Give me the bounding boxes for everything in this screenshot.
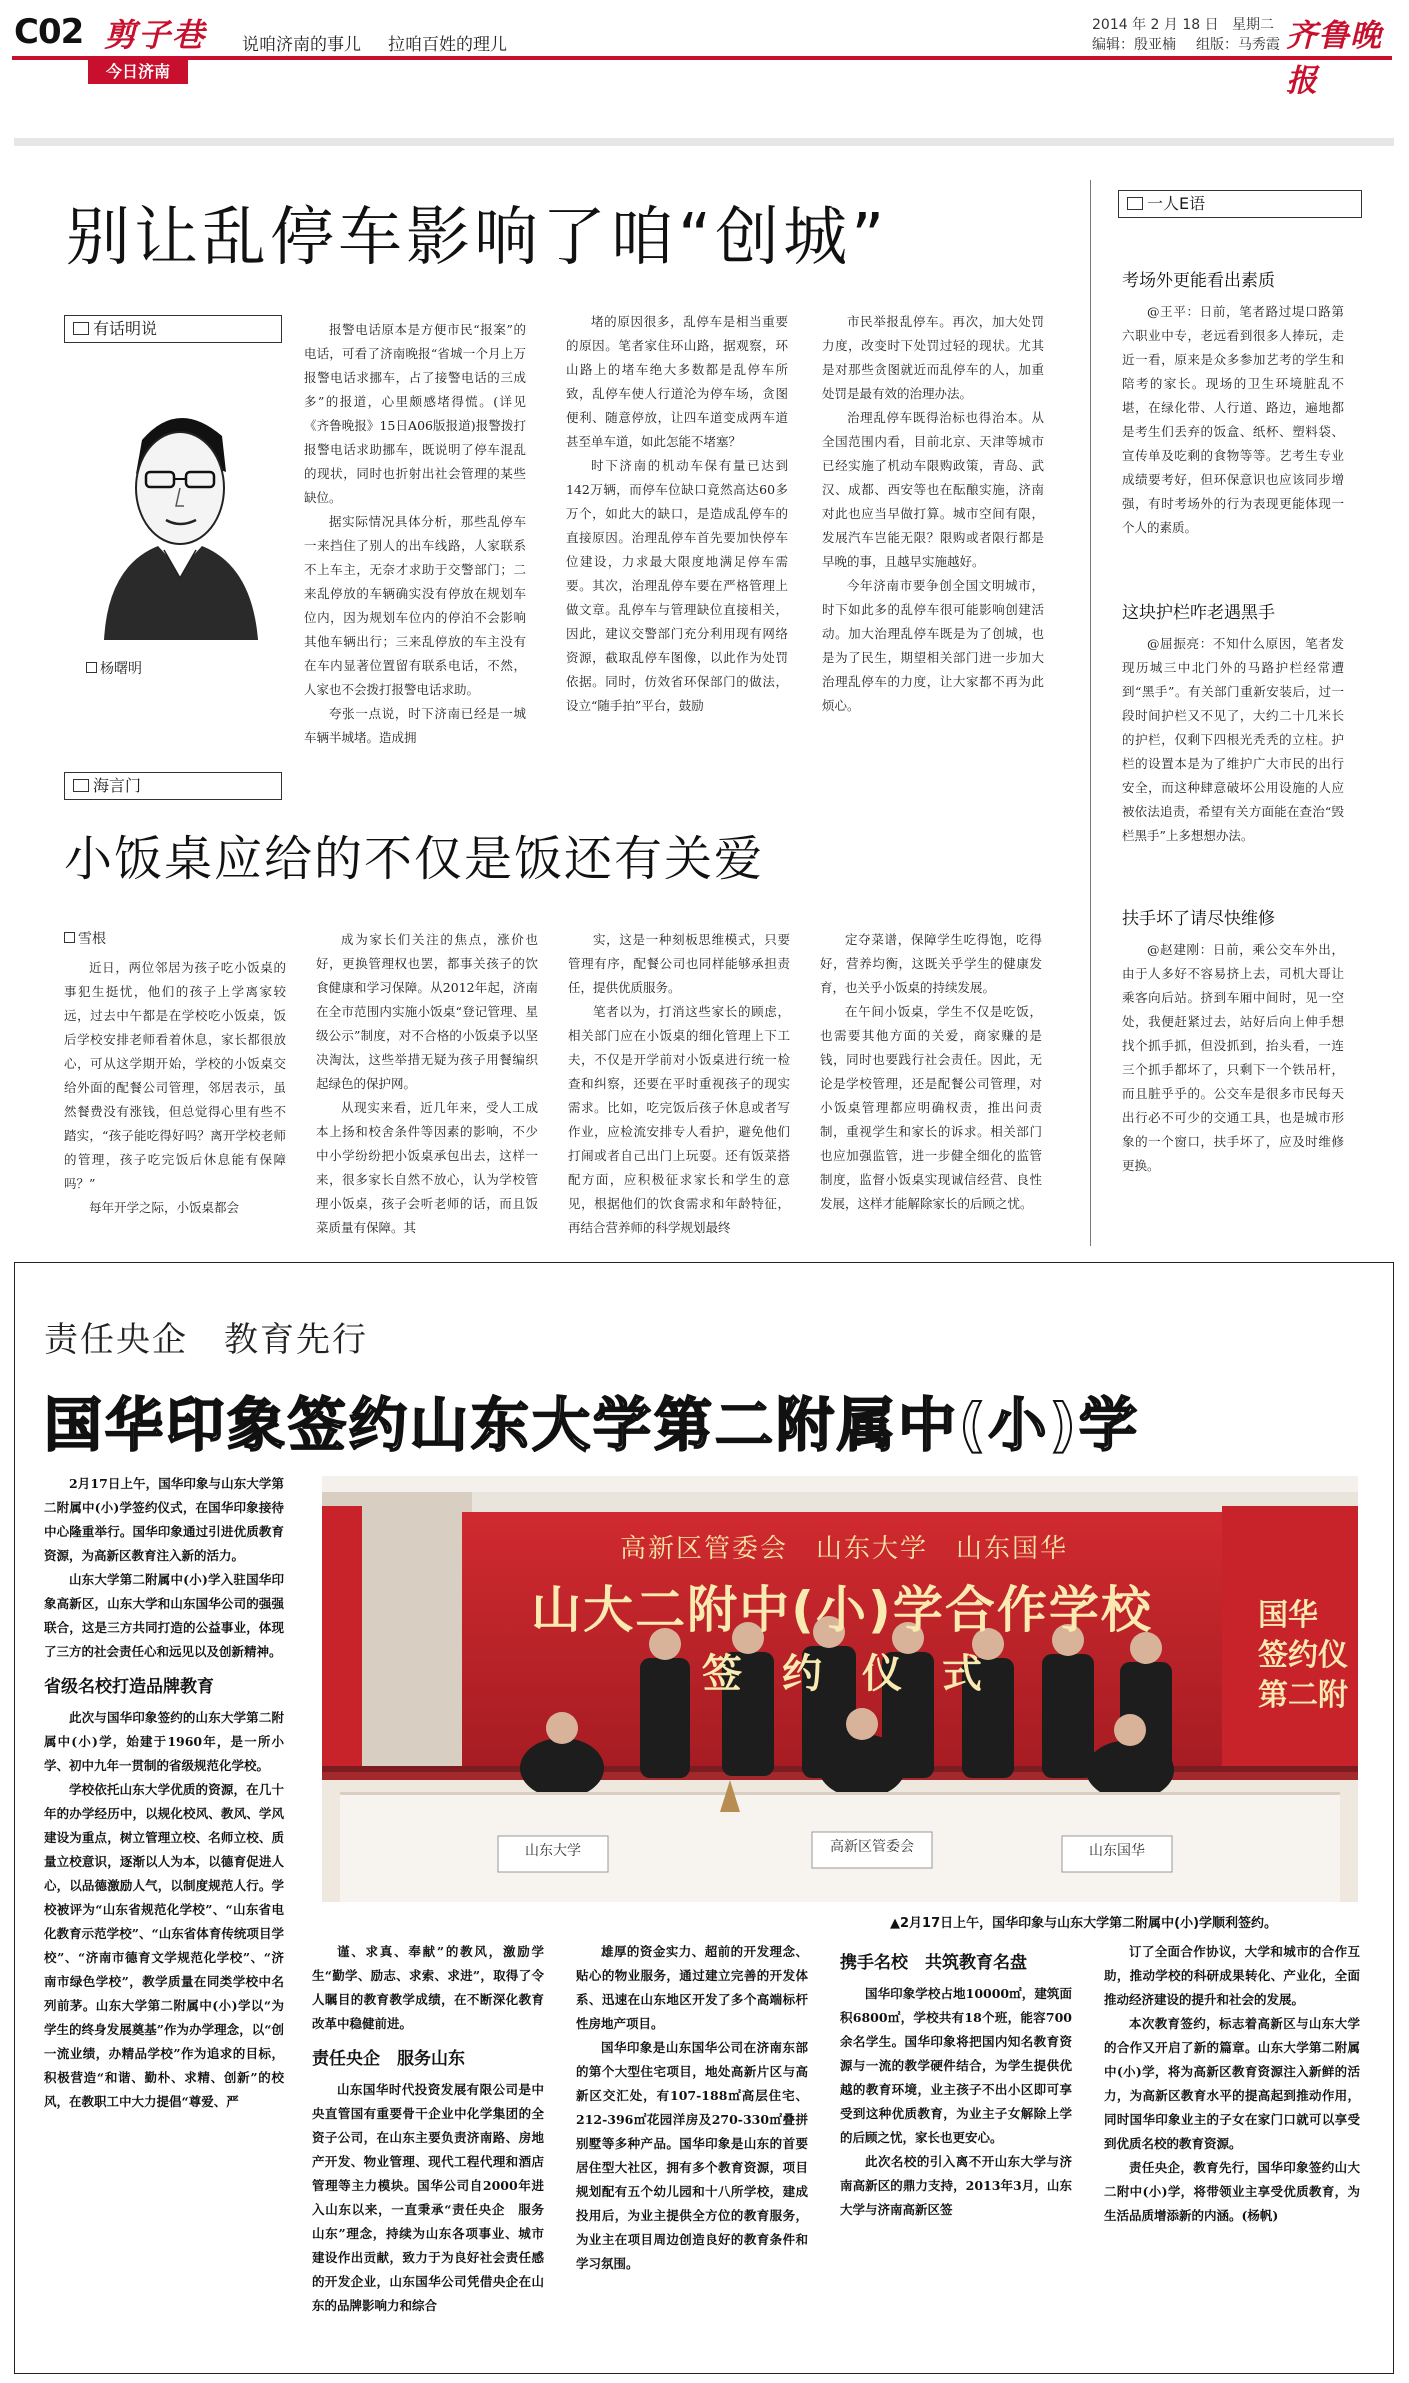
article3-kicker: 责任央企 教育先行 bbox=[44, 1320, 368, 1360]
paragraph: 每年开学之际，小饭桌都会 bbox=[89, 1200, 240, 1215]
sidebar-column-tag bbox=[1118, 190, 1362, 218]
subheading: 责任央企 服务山东 bbox=[312, 2049, 465, 2069]
paragraph: 成为家长们关注的焦点，涨价也好，更换管理权也罢，都事关孩子的饮食健康和学习保障。从2012年起，济南在全市范围内实施小饭桌“登记管理、星级公示”制度，对不合格的小饭桌予以坚决淘汰，这些举措无疑为孩子用餐编织起绿色的保护网。 bbox=[316, 932, 538, 1091]
photo-banner-big: 山大二附中(小)学合作学校 bbox=[531, 1581, 1153, 1639]
paragraph: 定夺菜谱，保障学生吃得饱，吃得好，营养均衡，这既关乎学生的健康发育，也关乎小饭桌的持续发展。 bbox=[820, 932, 1042, 995]
author-portrait-drawing bbox=[80, 370, 276, 640]
article3-lead-column bbox=[44, 1472, 284, 2352]
paragraph: 山东国华时代投资发展有限公司是中央直管国有重要骨干企业中化学集团的全资子公司，在山东主要负责济南路、房地产开发、物业管理、现代工程代理和酒店管理等主力模块。国华公司自2000年进入山东以来，一直秉承“责任央企 服务山东”理念，持续为山东各项事业、城市建设作出贡献，致力于为良好社会责任感的开发企业，山东国华公司凭借央企在山东的品牌影响力和综合 bbox=[312, 2082, 544, 2313]
paragraph: 据实际情况具体分析，那些乱停车一来挡住了别人的出车线路，人家联系不上车主，无奈才求助于交警部门；二来乱停放的车辆确实没有停放在规划车位内，因为规划车位内的停泊不会影响其他车辆出行；三来乱停放的车主没有在车内显著位置留有联系电话，不然，人家也不会拨打报警电话求助。 bbox=[304, 514, 526, 697]
column-tag-icon bbox=[73, 779, 89, 792]
sidebar-item-title: 扶手坏了请尽快维修 bbox=[1122, 909, 1275, 929]
author-box-icon bbox=[86, 662, 97, 673]
article1-column-1 bbox=[304, 318, 526, 758]
paragraph: @赵建刚：日前，乘公交车外出，由于人多好不容易挤上去，司机大哥让乘客向后站。挤到车厢中间时，见一空处，我便赶紧过去，站好后向上伸手想找个抓手抓，但没抓到，抬头看，一连三个抓手都坏了，只剩下一个铁吊杆，而且脏乎乎的。公交车是很多市民每天出行必不可少的交通工具，也是城市形象的一个窗口，扶手坏了，应及时维修更换。 bbox=[1122, 942, 1344, 1173]
masthead-slogan-1: 说咱济南的事儿 bbox=[242, 35, 361, 55]
paragraph: 治理乱停车既得治标也得治本。从全国范围内看，目前北京、天津等城市已经实施了机动车限购政策，青岛、武汉、成都、西安等也在酝酿实施，济南对此也应当早做打算。城市空间有限，发展汽车岂能无限？限购或者限行都是早晚的事，且越早实施越好。 bbox=[822, 410, 1044, 569]
paragraph: 近日，两位邻居为孩子吃小饭桌的事犯生挺忧，他们的孩子上学离家较远，过去中午都是在学校吃小饭桌，饭后学校安排老师看着休息，家长都很放心，可从这学期开始，学校的小饭桌交给外面的配餐公司管理，邻居表示，虽然餐费没有涨钱，但总觉得心里有些不踏实，“孩子能吃得好吗？离开学校老师的管理，孩子吃完饭后休息能有保障吗？” bbox=[64, 960, 286, 1191]
photo-banner-small: 高新区管委会 山东大学 山东国华 bbox=[619, 1534, 1068, 1564]
article2-headline: 小饭桌应给的不仅是饭还有关爱 bbox=[64, 831, 765, 887]
sub-section-label: 今日济南 bbox=[88, 60, 188, 84]
paragraph: 在午间小饭桌，学生不仅是吃饭，也需要其他方面的关爱，商家赚的是钱，同时也要践行社会责任。因此，无论是学校管理，还是配餐公司管理，对小饭桌管理都应明确权责，推出问责制，重视学生和家长的诉求。相关部门也应加强监管，进一步健全细化的监管制度，监督小饭桌实现诚信经营、良性发展，这样才能解除家长的后顾之忧。 bbox=[820, 1004, 1042, 1211]
paragraph: 责任央企，教育先行，国华印象签约山大二附中(小)学，将带领业主享受优质教育，为生活品质增添新的内涵。(杨帆) bbox=[1104, 2160, 1360, 2223]
sidebar-item-body bbox=[1122, 300, 1344, 590]
article2-author bbox=[64, 928, 106, 948]
article1-column-2 bbox=[566, 310, 788, 758]
paragraph: 国华印象学校占地10000㎡，建筑面积6800㎡，学校共有18个班，能容700余名学生。国华印象将把国内知名教育资源与一流的教学硬件结合，为学生提供优越的教育环境，业主孩子不出小区即可享受到这种优质教育，为业主子女解除上学的后顾之忧，家长也更安心。 bbox=[840, 1986, 1072, 2145]
page-number: C02 bbox=[14, 12, 84, 52]
paragraph: 从现实来看，近几年来，受人工成本上扬和校舍条件等因素的影响，不少中小学纷纷把小饭桌承包出去，这样一来，很多家长自然不放心，认为学校管理小饭桌，孩子会听老师的话，而且饭菜质量有保障。其 bbox=[316, 1100, 538, 1235]
article1-column-tag bbox=[64, 315, 282, 343]
masthead bbox=[0, 0, 1409, 99]
layout-line: 组版：马秀霞 bbox=[1196, 37, 1280, 53]
photo-banner-sign: 签 约 仪 式 bbox=[702, 1651, 982, 1697]
article3-column-2 bbox=[312, 1940, 544, 2354]
paragraph: @王平：日前，笔者路过堤口路第六职业中专，老远看到很多人捧玩，走近一看，原来是众多参加艺考的学生和陪考的家长。现场的卫生环境脏乱不堪，在绿化带、人行道、路边，遍地都是考生们丢弃的饭盒、纸杯、塑料袋、宣传单及吃剩的食物等等。艺考生专业成绩要考好，但环保意识也应该同步增强，有时考场外的行为表现更能体现一个人的素质。 bbox=[1122, 304, 1344, 535]
paragraph: 此次名校的引入离不开山东大学与济南高新区的鼎力支持，2013年3月，山东大学与济南高新区签 bbox=[840, 2154, 1072, 2217]
article1-column-3 bbox=[822, 310, 1044, 758]
photo-caption: ▲2月17日上午，国华印象与山东大学第二附属中(小)学顺利签约。 bbox=[890, 1916, 1278, 1931]
subheading: 省级名校打造品牌教育 bbox=[44, 1677, 214, 1697]
column-tag-label: 有话明说 bbox=[93, 319, 158, 338]
article2-column-3 bbox=[568, 928, 790, 1246]
paragraph: 国华印象是山东国华公司在济南东部的第个大型住宅项目，地处高新片区与高新区交汇处，有107-188㎡高层住宅、212-396㎡花园洋房及270-330㎡叠拼别墅等多种产品。国华印象是山东的首要居住型大社区，拥有多个教育资源，项目规划配有五个幼儿园和十八所学校，建成投用后，为业主提供全方位的教育服务，为业主在项目周边创造良好的教育条件和学习氛围。 bbox=[576, 2040, 808, 2271]
author-box-icon bbox=[64, 932, 75, 943]
paragraph: 谨、求真、奉献”的教风，激励学生“勤学、励志、求索、求进”，取得了令人瞩目的教育教学成绩，在不断深化教育改革中稳健前进。 bbox=[312, 1944, 544, 2031]
lead-paragraph: 2月17日上午，国华印象与山东大学第二附属中(小)学签约仪式，在国华印象接待中心隆重举行。国华印象通过引进优质教育资源，为高新区教育注入新的活力。 bbox=[44, 1476, 284, 1563]
sidebar-item-body bbox=[1122, 938, 1344, 1246]
article3-column-5 bbox=[1104, 1940, 1360, 2354]
nameplate: 高新区管委会 bbox=[830, 1839, 914, 1855]
article2-column-tag bbox=[64, 772, 282, 800]
newspaper-logo: 齐鲁晚报 bbox=[1286, 18, 1382, 99]
issue-weekday: 星期二 bbox=[1232, 17, 1274, 33]
column-tag-label: 海言门 bbox=[93, 776, 142, 795]
article3-headline: 国华印象签约山东大学第二附属中(小)学 bbox=[44, 1391, 1141, 1459]
paragraph: @屈振亮：不知什么原因，笔者发现历城三中北门外的马路护栏经常遭到“黑手”。有关部门重新安装后，过一段时间护栏又不见了，大约二十几米长的护栏，仅剩下四根光秃秃的立柱。护栏的设置本是为了维护广大市民的出行安全，而这种肆意破坏公用设施的人应被依法追责，希望有关方面能在查治“毁栏黑手”上多想想办法。 bbox=[1122, 636, 1344, 843]
article1-headline: 别让乱停车影响了咱“创城” bbox=[66, 201, 889, 275]
author-portrait bbox=[80, 370, 276, 640]
subheading: 携手名校 共筑教育名盘 bbox=[840, 1953, 1027, 1973]
paragraph: 订了全面合作协议，大学和城市的合作互助，推动学校的科研成果转化、产业化，全面推动经济建设的提升和社会的发展。 bbox=[1104, 1944, 1360, 2007]
paragraph: 今年济南市要争创全国文明城市，时下如此多的乱停车很可能影响创建活动。加大治理乱停车既是为了创城，也是为了民生，期望相关部门进一步加大治理乱停车的力度，让大家都不再为此烦心。 bbox=[822, 578, 1044, 713]
paragraph: 雄厚的资金实力、超前的开发理念、贴心的物业服务，通过建立完善的开发体系、迅速在山东地区开发了多个高端标杆性房地产项目。 bbox=[576, 1944, 808, 2031]
section-brand: 剪子巷 bbox=[104, 16, 207, 54]
nameplate: 山东大学 bbox=[525, 1843, 581, 1859]
sidebar-divider bbox=[1090, 180, 1091, 1246]
article1-author bbox=[86, 658, 142, 678]
article3-column-3 bbox=[576, 1940, 808, 2354]
issue-date: 2014 年 2 月 18 日 bbox=[1092, 17, 1219, 33]
sidebar-item-body bbox=[1122, 632, 1344, 902]
column-tag-icon bbox=[1127, 197, 1143, 210]
sidebar-item-title: 考场外更能看出素质 bbox=[1122, 271, 1275, 291]
article2-column-2 bbox=[316, 928, 538, 1246]
article3-column-4 bbox=[840, 1940, 1072, 2354]
paragraph: 学校依托山东大学优质的资源，在几十年的办学经历中，以规化校风、教风、学风建设为重点，树立管理立校、名师立校、质量立校意识，逐渐以人为本，以德育促进人心，以品德激励人气，以制度规范人行。学校被评为“山东省规范化学校”、“山东省电化教育示范学校”、“山东省体育传统项目学校”、“济南市德育文学规范化学校”、“济南市绿色学校”，教学质量在同类学校中名列前茅。山东大学第二附属中(小)学以“为学生的终身发展奠基”作为办学理念，以“创一流业绩，办精品学校”作为追求的目标，积极营造“和谐、勤朴、求精、创新”的校风，在教职工中大力提倡“尊爱、严 bbox=[44, 1782, 284, 2109]
article2-column-4 bbox=[820, 928, 1042, 1246]
signing-ceremony-photo bbox=[322, 1476, 1358, 1906]
editor-line: 编辑：殷亚楠 bbox=[1092, 37, 1176, 53]
photo-side-banner: 国华 签约仪 第二附 bbox=[1258, 1598, 1348, 1713]
sidebar-item-title: 这块护栏咋老遇黑手 bbox=[1122, 603, 1275, 623]
lead-paragraph: 山东大学第二附属中(小)学入驻国华印象高新区，山东大学和山东国华公司的强强联合，这是三方共同打造的公益事业，体现了三方的社会责任心和远见以及创新精神。 bbox=[44, 1572, 284, 1659]
paragraph: 市民举报乱停车。再次，加大处罚力度，改变时下处罚过轻的现状。尤其是对那些贪图就近而乱停车的人，加重处罚是最有效的治理办法。 bbox=[822, 314, 1044, 401]
column-tag-icon bbox=[73, 322, 89, 335]
paragraph: 报警电话原本是方便市民“报案”的电话，可看了济南晚报“省城一个月上万报警电话求挪车，占了接警电话的三成多”的报道，心里颇感堵得慌。(详见《齐鲁晚报》15日A06版报道)报警拨打报警电话求助挪车，既说明了停车混乱的现状，同时也折射出社会管理的某些缺位。 bbox=[304, 322, 526, 505]
masthead-slogan-2: 拉咱百姓的理儿 bbox=[388, 35, 507, 55]
paragraph: 实，这是一种刻板思维模式，只要管理有序，配餐公司也同样能够承担责任，提供优质服务。 bbox=[568, 932, 790, 995]
column-tag-label: 一人E语 bbox=[1147, 194, 1206, 213]
masthead-bar bbox=[12, 56, 1392, 60]
paragraph: 堵的原因很多，乱停车是相当重要的原因。笔者家住环山路，据观察，环山路上的堵车绝大多数都是乱停车所致，乱停车使人行道沦为停车场，贪图便利、随意停放，让四车道变成两车道甚至单车道，如此怎能不堵塞？ bbox=[566, 314, 788, 449]
paragraph: 本次教育签约，标志着高新区与山东大学的合作又开启了新的篇章。山东大学第二附属中(小)学，将为高新区教育资源注入新鲜的活力，为高新区教育水平的提高起到推动作用，同时国华印象业主的子女在家门口就可以享受到优质名校的教育资源。 bbox=[1104, 2016, 1360, 2151]
top-divider bbox=[14, 138, 1394, 146]
paragraph: 夸张一点说，时下济南已经是一城车辆半城堵。造成拥 bbox=[304, 706, 526, 745]
article1-author-name: 杨曙明 bbox=[100, 661, 142, 677]
paragraph: 时下济南的机动车保有量已达到142万辆，而停车位缺口竟然高达60多万个，如此大的缺口，是造成乱停车的直接原因。治理乱停车首先要加快停车位建设，力求最大限度地满足停车需要。其次，治理乱停车要在严格管理上做文章。乱停车与管理缺位直接相关，因此，建议交警部门充分利用现有网络资源，截取乱停车图像，以此作为处罚依据。同时，仿效省环保部门的做法，设立“随手拍”平台，鼓励 bbox=[566, 458, 788, 713]
paragraph: 笔者以为，打消这些家长的顾虑，相关部门应在小饭桌的细化管理上下工夫，不仅是开学前对小饭桌进行统一检查和纠察，还要在平时重视孩子的现实需求。比如，吃完饭后孩子休息或者写作业，应检流安排专人看护，避免他们打闹或者自己出门上玩耍。还有饭菜搭配方面，应积极征求家长和学生的意见，根据他们的饮食需求和年龄特征，再结合营养师的科学规划最终 bbox=[568, 1004, 790, 1235]
article2-column-1 bbox=[64, 956, 286, 1246]
nameplate: 山东国华 bbox=[1089, 1843, 1145, 1859]
article2-author-name: 雪根 bbox=[78, 931, 106, 947]
paragraph: 此次与国华印象签约的山东大学第二附属中(小)学，始建于1960年，是一所小学、初中九年一贯制的省级规范化学校。 bbox=[44, 1710, 284, 1773]
